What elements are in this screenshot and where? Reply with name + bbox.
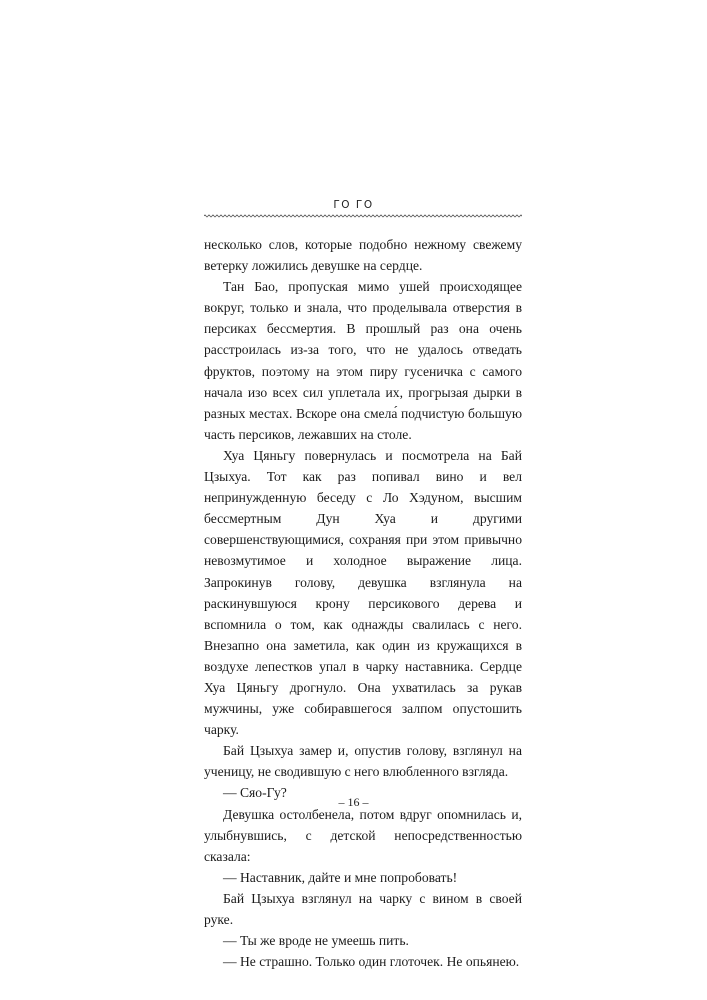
paragraph: Девушка остолбенела, потом вдруг опомнилась и, улыбнувшись, с детской непосредственностью сказала:	[204, 806, 522, 864]
page-number: – 16 –	[338, 795, 369, 809]
paragraph: несколько слов, которые подобно нежному свежему ветерку ложились девушке на сердце.	[204, 237, 522, 274]
paragraph: Тан Бао, пропуская мимо ушей происходящее вокруг, только и знала, что проделывала отверстия в персиках бессмертия. В прошлый раз она очень расстроилась из-за того, что не удалось отведать фруктов, поэтому на этом пиру гусеничка с самого начала изо всех сил уплетала их, прогрызая дырки в разных местах. Вскоре она смела́ подчистую большую часть персиков, лежавших на столе.	[204, 279, 522, 442]
paragraph: — Не страшно. Только один глоточек. Не опьянею.	[223, 954, 520, 970]
paragraph: Бай Цзыхуа замер и, опустив голову, взглянул на ученицу, не сводившую с него влюбленного взгляда.	[204, 743, 522, 780]
paragraph: Бай Цзыхуа взглянул на чарку с вином в своей руке.	[204, 890, 522, 927]
paragraph: Хуа Цяньгу повернулась и посмотрела на Бай Цзыхуа. Тот как раз попивал вино и вел непринужденную беседу с Ло Хэдуном, высшим бессмертным Дун Хуа и другими совершенствующимися, сохраняя при этом привычно невозмутимое и холодное выражение лица. Запрокинув голову, девушка взглянула на раскинувшуюся крону персикового дерева и вспомнила о том, как однажды свалилась с него. Внезапно она заметила, как один из кружащихся в воздухе лепестков упал в чарку наставника. Сердце Хуа Цяньгу дрогнуло. Она ухватилась за рукав мужчины, уже собиравшегося залпом опустошить чарку.	[204, 447, 522, 738]
paragraph: — Ты же вроде не умеешь пить.	[223, 933, 409, 949]
body-text	[204, 234, 522, 972]
wavy-rule-ornament	[204, 213, 522, 219]
paragraph: — Сяо-Гу?	[223, 785, 287, 801]
paragraph: — Наставник, дайте и мне попробовать!	[223, 869, 458, 885]
running-title: ГО ГО	[333, 199, 374, 211]
